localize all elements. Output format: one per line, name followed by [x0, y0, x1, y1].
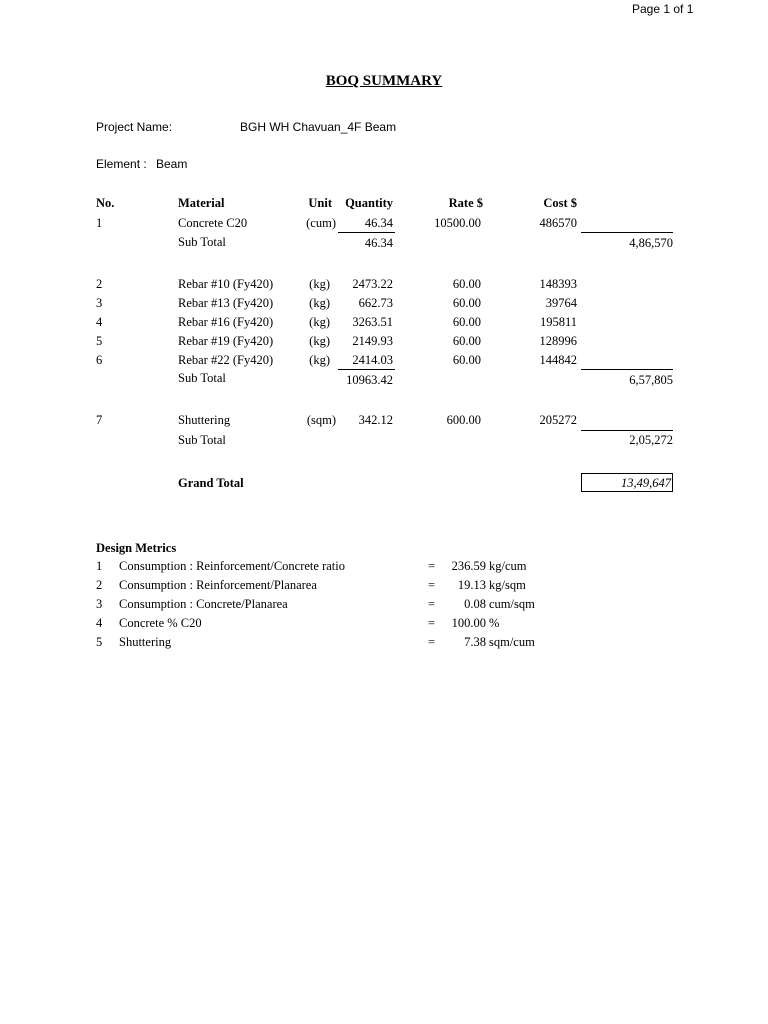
quantity-underline [338, 369, 395, 370]
total-underline [581, 232, 673, 233]
subtotal-label: Sub Total [178, 371, 226, 385]
item-unit: (sqm) [306, 413, 336, 427]
total-underline [581, 430, 673, 431]
item-cost: 195811 [539, 315, 577, 329]
item-cost: 39764 [545, 296, 577, 310]
metric-value: 100.00 [451, 616, 486, 630]
item-material: Concrete C20 [178, 216, 248, 230]
metric-value: 7.38 [464, 635, 486, 649]
metric-label: Consumption : Reinforcement/Concrete ratio [119, 559, 345, 573]
grand-total-value: 13,49,647 [621, 476, 671, 490]
subtotal-total: 2,05,272 [629, 433, 673, 447]
item-unit: (kg) [309, 277, 330, 291]
element-value: Beam [156, 157, 188, 171]
item-no: 6 [96, 353, 103, 367]
item-quantity: 662.73 [358, 296, 393, 310]
header-material: Material [178, 196, 225, 210]
metric-unit: % [489, 616, 500, 630]
element-label: Element : [96, 157, 147, 171]
header-cost: Cost $ [543, 196, 577, 210]
page-indicator: Page 1 of 1 [632, 2, 694, 16]
item-rate: 600.00 [446, 413, 481, 427]
item-cost: 148393 [539, 277, 577, 291]
subtotal-total: 6,57,805 [629, 373, 673, 387]
quantity-underline [338, 232, 395, 233]
metric-value: 0.08 [464, 597, 486, 611]
item-quantity: 3263.51 [352, 315, 393, 329]
project-name-value: BGH WH Chavuan_4F Beam [240, 120, 397, 134]
subtotal-quantity: 46.34 [364, 236, 393, 250]
item-material: Rebar #22 (Fy420) [178, 353, 274, 367]
metric-equals: = [428, 559, 436, 573]
subtotal-total: 4,86,570 [629, 236, 673, 250]
metric-equals: = [428, 635, 436, 649]
item-no: 7 [96, 413, 103, 427]
item-material: Rebar #16 (Fy420) [178, 315, 274, 329]
item-material: Rebar #19 (Fy420) [178, 334, 274, 348]
metric-unit: kg/cum [489, 559, 527, 573]
item-unit: (kg) [309, 296, 330, 310]
item-quantity: 2414.03 [352, 353, 393, 367]
item-no: 2 [96, 277, 103, 291]
item-unit: (kg) [309, 353, 330, 367]
item-no: 4 [96, 315, 103, 329]
metric-value: 236.59 [451, 559, 486, 573]
item-unit: (cum) [306, 216, 336, 230]
metric-no: 1 [96, 559, 103, 573]
item-cost: 486570 [539, 216, 577, 230]
metric-label: Shuttering [119, 635, 172, 649]
metric-no: 3 [96, 597, 103, 611]
item-cost: 144842 [539, 353, 577, 367]
header-unit: Unit [308, 196, 332, 210]
subtotal-label: Sub Total [178, 433, 226, 447]
item-rate: 60.00 [452, 296, 481, 310]
item-rate: 60.00 [452, 315, 481, 329]
item-quantity: 2149.93 [352, 334, 393, 348]
metric-unit: sqm/cum [489, 635, 535, 649]
metric-unit: kg/sqm [489, 578, 526, 592]
metric-label: Consumption : Concrete/Planarea [119, 597, 288, 611]
item-rate: 60.00 [452, 353, 481, 367]
project-name-label: Project Name: [96, 120, 173, 134]
metric-no: 4 [96, 616, 103, 630]
metric-no: 2 [96, 578, 103, 592]
item-material: Rebar #13 (Fy420) [178, 296, 274, 310]
item-unit: (kg) [309, 334, 330, 348]
header-quantity: Quantity [345, 196, 393, 210]
subtotal-quantity: 10963.42 [346, 373, 393, 387]
header-no: No. [96, 196, 115, 210]
design-metrics-heading: Design Metrics [96, 541, 177, 555]
item-rate: 10500.00 [434, 216, 481, 230]
item-quantity: 342.12 [358, 413, 393, 427]
grand-total-label: Grand Total [178, 476, 244, 490]
total-underline [581, 369, 673, 370]
header-rate: Rate $ [448, 196, 483, 210]
item-cost: 128996 [539, 334, 577, 348]
item-no: 1 [96, 216, 103, 230]
subtotal-label: Sub Total [178, 235, 226, 249]
metric-label: Consumption : Reinforcement/Planarea [119, 578, 317, 592]
metric-equals: = [428, 578, 436, 592]
item-quantity: 46.34 [364, 216, 393, 230]
item-rate: 60.00 [452, 277, 481, 291]
metric-equals: = [428, 616, 436, 630]
item-no: 3 [96, 296, 103, 310]
metric-unit: cum/sqm [489, 597, 535, 611]
metric-label: Concrete % C20 [119, 616, 202, 630]
item-cost: 205272 [539, 413, 577, 427]
metric-no: 5 [96, 635, 103, 649]
page-title: BOQ SUMMARY [325, 73, 443, 89]
item-rate: 60.00 [452, 334, 481, 348]
item-material: Shuttering [178, 413, 231, 427]
item-no: 5 [96, 334, 103, 348]
metric-value: 19.13 [457, 578, 486, 592]
item-unit: (kg) [309, 315, 330, 329]
item-material: Rebar #10 (Fy420) [178, 277, 274, 291]
metric-equals: = [428, 597, 436, 611]
item-quantity: 2473.22 [352, 277, 393, 291]
